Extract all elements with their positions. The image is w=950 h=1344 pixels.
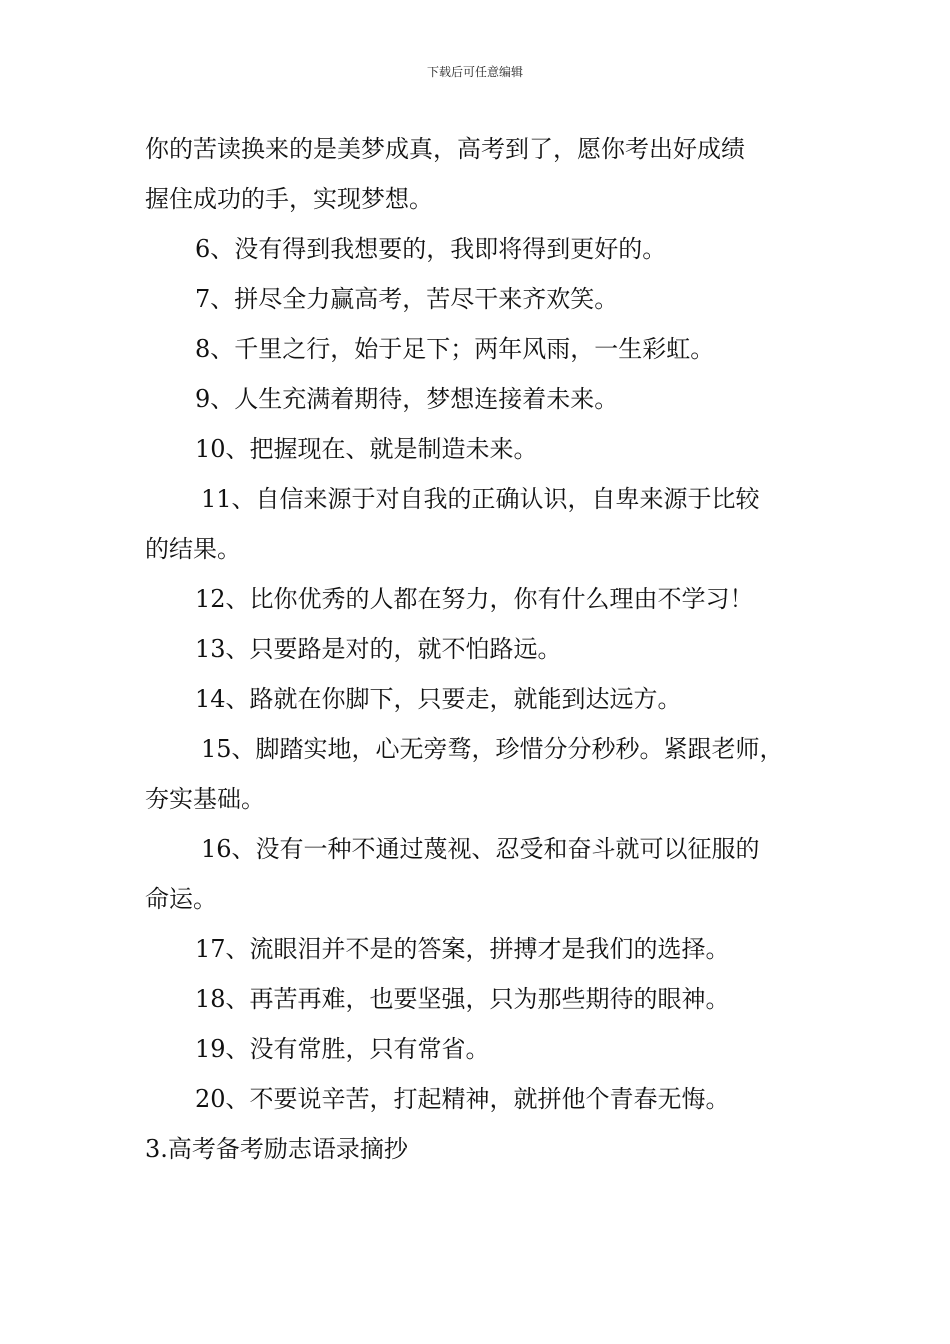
list-item-20: 20、不要说辛苦，打起精神，就拼他个青春无悔。 xyxy=(195,1085,730,1113)
list-item-16: 16、没有一种不通过蔑视、忍受和奋斗就可以征服的 xyxy=(201,835,760,863)
list-item-10: 10、把握现在、就是制造未来。 xyxy=(195,435,538,463)
list-item-12: 12、比你优秀的人都在努力，你有什么理由不学习！ xyxy=(195,585,754,613)
list-item-9: 9、人生充满着期待，梦想连接着未来。 xyxy=(195,385,619,413)
list-item-7: 7、拼尽全力赢高考，苦尽干来齐欢笑。 xyxy=(195,285,619,313)
list-item-15: 15、脚踏实地，心无旁骛，珍惜分分秒秒。紧跟老师， xyxy=(201,735,784,763)
list-item-16-continued: 命运。 xyxy=(145,885,217,913)
list-item-6: 6、没有得到我想要的，我即将得到更好的。 xyxy=(195,235,667,263)
list-item-11: 11、自信来源于对自我的正确认识，自卑来源于比较 xyxy=(201,485,760,513)
list-item-8: 8、千里之行，始于足下；两年风雨，一生彩虹。 xyxy=(195,335,715,363)
list-item-11-continued: 的结果。 xyxy=(145,535,241,563)
section-heading: 3.高考备考励志语录摘抄 xyxy=(145,1135,408,1163)
document-body xyxy=(145,124,825,1174)
list-item-19: 19、没有常胜，只有常省。 xyxy=(195,1035,490,1063)
list-item-18: 18、再苦再难，也要坚强，只为那些期待的眼神。 xyxy=(195,985,730,1013)
list-item-15-continued: 夯实基础。 xyxy=(145,785,265,813)
text-line-1: 你的苦读换来的是美梦成真，高考到了，愿你考出好成绩 xyxy=(145,135,745,163)
list-item-13: 13、只要路是对的，就不怕路远。 xyxy=(195,635,562,663)
list-item-17: 17、流眼泪并不是的答案，拼搏才是我们的选择。 xyxy=(195,935,730,963)
page-header-note: 下载后可任意编辑 xyxy=(426,65,523,79)
list-item-14: 14、路就在你脚下，只要走，就能到达远方。 xyxy=(195,685,682,713)
text-line-2: 握住成功的手，实现梦想。 xyxy=(145,185,433,213)
